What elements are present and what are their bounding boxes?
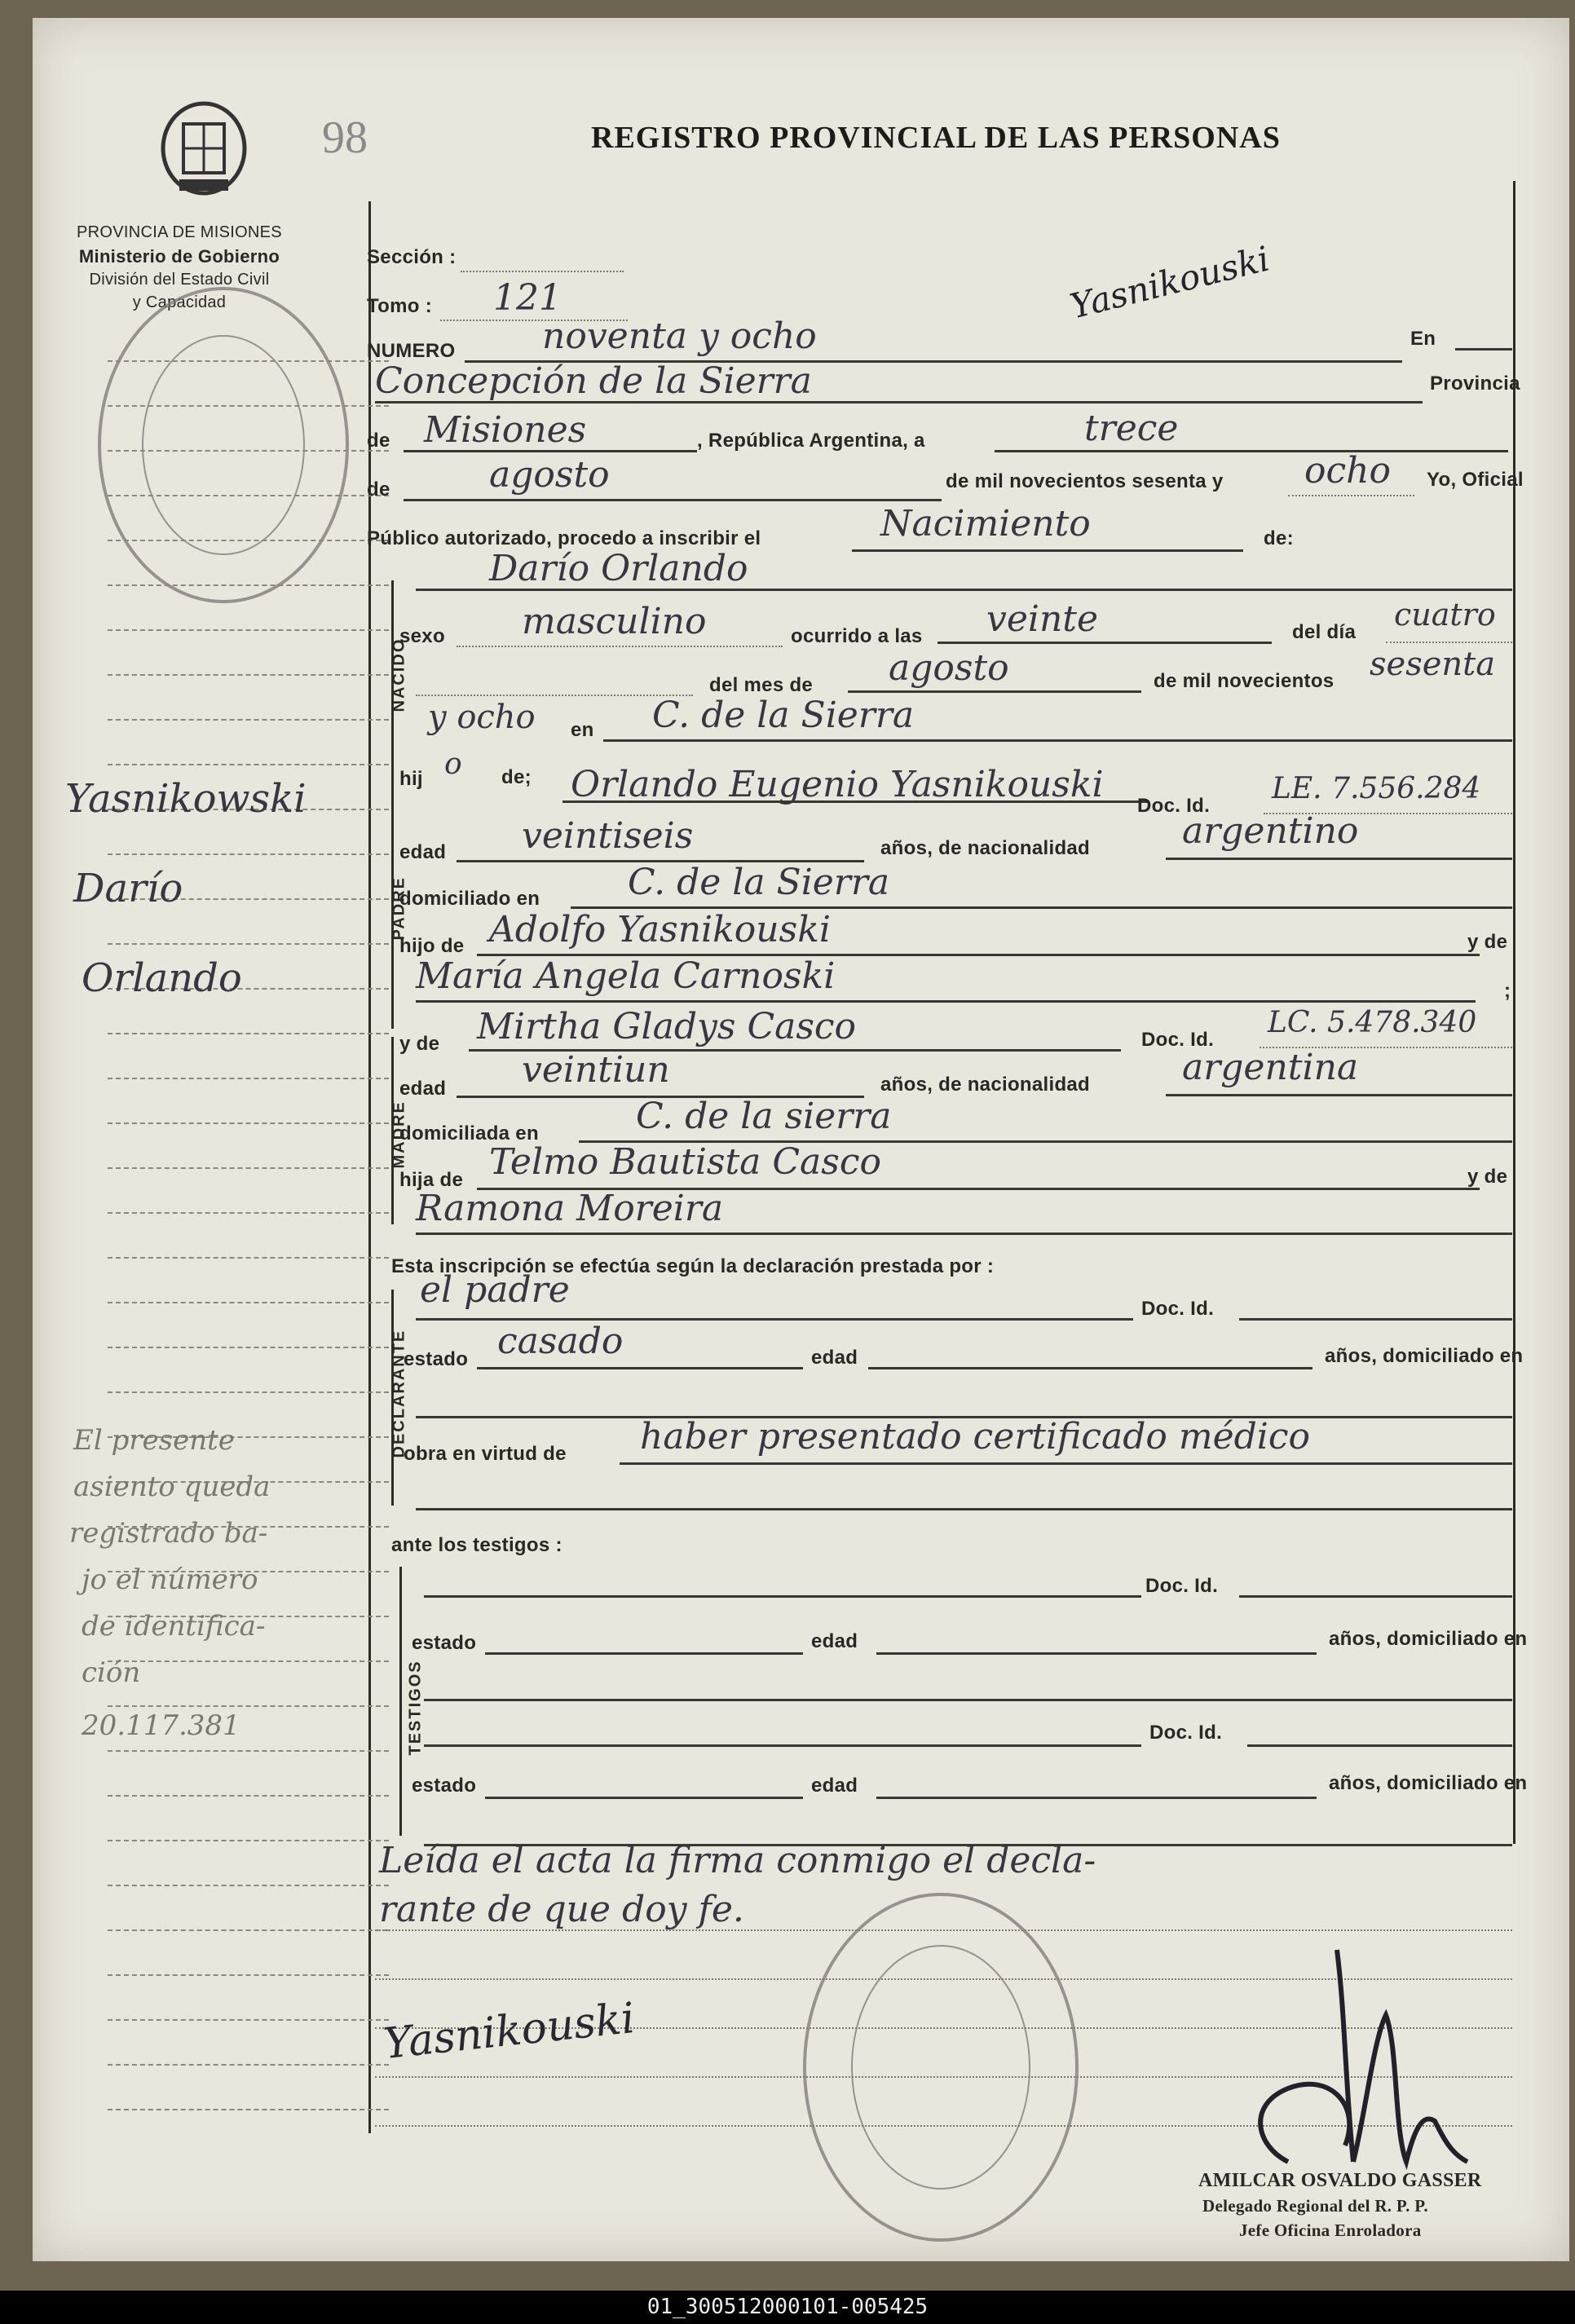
value-madre-nac: argentina (1182, 1047, 1359, 1088)
value-madre-nombre: Mirtha Gladys Casco (477, 1006, 857, 1047)
label-domiciliado-padre: domiciliado en (399, 888, 540, 910)
section-label-testigos: TESTIGOS (406, 1660, 425, 1756)
label-edad-madre: edad (399, 1078, 447, 1100)
value-madre-doc: LC. 5.478.340 (1268, 1006, 1477, 1039)
value-padre-nac: argentino (1182, 810, 1359, 852)
value-madre-domic: C. de la sierra (636, 1096, 892, 1137)
label-del-mes: del mes de (709, 674, 814, 696)
value-anio-nac-1: sesenta (1370, 646, 1496, 683)
label-hijo-de: hijo de (399, 935, 465, 957)
value-anio: ocho (1304, 450, 1391, 492)
value-lugar-nac: C. de la Sierra (652, 695, 915, 736)
label-edad-decl: edad (811, 1347, 858, 1369)
label-estado-t2: estado (412, 1775, 477, 1797)
value-madre-madre: Ramona Moreira (416, 1188, 724, 1229)
value-mes: agosto (489, 454, 610, 496)
label-doc-id-padre: Doc. Id. (1137, 795, 1211, 817)
coat-of-arms-icon (155, 99, 253, 197)
value-madre-edad: veintiun (522, 1049, 670, 1091)
frame-right-line (1513, 181, 1515, 1844)
label-republica: , República Argentina, a (697, 430, 925, 452)
margin-note-3: registrado ba- (69, 1517, 268, 1550)
label-estado-decl: estado (404, 1348, 469, 1370)
signature-declarante: Yasnikouski (381, 1994, 638, 2069)
label-en-nac: en (571, 719, 594, 741)
value-padre-domic: C. de la Sierra (628, 862, 890, 903)
value-tomo: 121 (493, 277, 562, 319)
seal-stamp-bottom (803, 1893, 1079, 2242)
label-anos-domic-t2: años, domiciliado en (1329, 1772, 1528, 1794)
label-de-semicolon: de; (501, 766, 532, 788)
value-dia: trece (1084, 408, 1179, 449)
margin-note-2: asiento queda (73, 1471, 271, 1503)
label-hij: hij (399, 768, 423, 790)
label-del-dia: del día (1292, 621, 1357, 643)
label-doc-id-decl: Doc. Id. (1141, 1298, 1215, 1320)
official-name: AMILCAR OSVALDO GASSER (1198, 2170, 1482, 2191)
value-decl-estado: casado (497, 1321, 624, 1362)
closing-line-1: Leída el acta la firma conmigo el decla- (379, 1840, 1096, 1881)
label-edad-t2: edad (811, 1775, 858, 1797)
label-de-2: de (367, 478, 390, 501)
label-y-de-padre: y de (1467, 931, 1508, 953)
label-domiciliada-madre: domiciliada en (399, 1122, 539, 1144)
value-acto: Nacimiento (880, 503, 1091, 545)
value-numero: noventa y ocho (542, 315, 817, 357)
value-anio-nac-2: y ocho (428, 699, 536, 736)
label-semicolon: ; (1504, 980, 1511, 1002)
value-dia-nac: cuatro (1394, 597, 1496, 633)
label-anos-nac-padre: años, de nacionalidad (880, 837, 1091, 859)
section-label-declarante: DECLARANTE (390, 1329, 408, 1458)
label-anos-nac-madre: años, de nacionalidad (880, 1074, 1091, 1096)
page-title: REGISTRO PROVINCIAL DE LAS PERSONAS (591, 121, 1281, 155)
value-hij-suffix: o (444, 747, 462, 781)
signature-top: Yasnikouski (1065, 238, 1273, 327)
label-ante: ante los testigos : (391, 1534, 562, 1556)
value-madre-padre: Telmo Bautista Casco (489, 1141, 881, 1183)
label-y-de-madre-2: y de (1467, 1166, 1508, 1188)
label-provincia: Provincia (1430, 373, 1520, 395)
section-label-padre: PADRE (390, 875, 408, 941)
official-role-2: Jefe Oficina Enroladora (1239, 2220, 1422, 2240)
label-edad-padre: edad (399, 841, 447, 863)
value-declarante: el padre (420, 1269, 570, 1311)
label-anos-domic-decl: años, domiciliado en (1325, 1345, 1524, 1367)
section-label-nacido: NACIDO (390, 637, 408, 712)
label-sexo: sexo (399, 625, 445, 647)
label-de-colon: de: (1264, 527, 1294, 549)
margin-note-4: jo el número (82, 1563, 258, 1596)
division-label: División del Estado Civil (89, 271, 270, 289)
value-hora: veinte (986, 598, 1099, 640)
closing-line-2: rante de que doy fe. (379, 1889, 744, 1930)
label-anos-domic-t1: años, domiciliado en (1329, 1628, 1528, 1650)
value-mes-nac: agosto (889, 647, 1009, 689)
label-de-mil-nov: de mil novecientos (1154, 670, 1335, 692)
capacity-label: y Capacidad (132, 293, 227, 311)
label-ocurrido: ocurrido a las (791, 625, 923, 647)
label-hija-de: hija de (399, 1169, 464, 1191)
value-lugar: Concepción de la Sierra (375, 360, 812, 402)
label-numero: NUMERO (367, 340, 456, 362)
value-padre-nombre: Orlando Eugenio Yasnikouski (571, 764, 1104, 805)
label-en: En (1410, 328, 1436, 350)
margin-surname: Yasnikowski (65, 776, 307, 822)
margin-note-5: de identifica- (82, 1610, 266, 1643)
margin-name-1: Darío (73, 866, 183, 911)
label-inscripcion: Esta inscripción se efectúa según la declaración prestada por : (391, 1255, 995, 1277)
footer-id: 01_300512000101-005425 (0, 2291, 1575, 2324)
label-tomo: Tomo : (367, 295, 432, 317)
label-publico: Público autorizado, procedo a inscribir el (367, 527, 761, 549)
value-sexo: masculino (522, 601, 707, 642)
label-yo-oficial: Yo, Oficial (1427, 469, 1524, 491)
label-y-de-madre: y de (399, 1033, 440, 1055)
value-padre-doc: LE. 7.556.284 (1272, 772, 1481, 805)
label-doc-id-t1: Doc. Id. (1145, 1575, 1219, 1597)
value-obra: haber presentado certificado médico (640, 1416, 1311, 1457)
official-role-1: Delegado Regional del R. P. P. (1202, 2196, 1428, 2216)
label-de-mil: de mil novecientos sesenta y (946, 470, 1224, 492)
value-padre-padre: Adolfo Yasnikouski (489, 909, 831, 950)
ministry-label: Ministerio de Gobierno (78, 246, 280, 267)
margin-note-1: El presente (73, 1424, 235, 1457)
official-signature (1223, 1917, 1484, 2186)
label-doc-id-madre: Doc. Id. (1141, 1029, 1215, 1051)
section-label-madre: MADRE (390, 1100, 408, 1169)
margin-note-6: ción (82, 1656, 141, 1689)
page-number: 98 (322, 112, 368, 163)
register-page (33, 18, 1569, 2261)
margin-name-2: Orlando (82, 955, 242, 1001)
margin-note-number: 20.117.381 (82, 1709, 240, 1742)
province-label: PROVINCIA DE MISIONES (77, 223, 282, 241)
label-obra: obra en virtud de (404, 1443, 567, 1465)
value-padre-edad: veintiseis (522, 815, 694, 857)
label-estado-t1: estado (412, 1632, 477, 1654)
seal-stamp-top (98, 287, 349, 603)
value-provincia: Misiones (424, 409, 587, 451)
value-nombre: Darío Orlando (489, 548, 748, 589)
label-edad-t1: edad (811, 1630, 858, 1652)
label-seccion: Sección : (367, 246, 457, 268)
value-padre-madre: María Angela Carnoski (416, 955, 836, 997)
label-doc-id-t2: Doc. Id. (1149, 1722, 1223, 1744)
label-de-1: de (367, 430, 390, 452)
